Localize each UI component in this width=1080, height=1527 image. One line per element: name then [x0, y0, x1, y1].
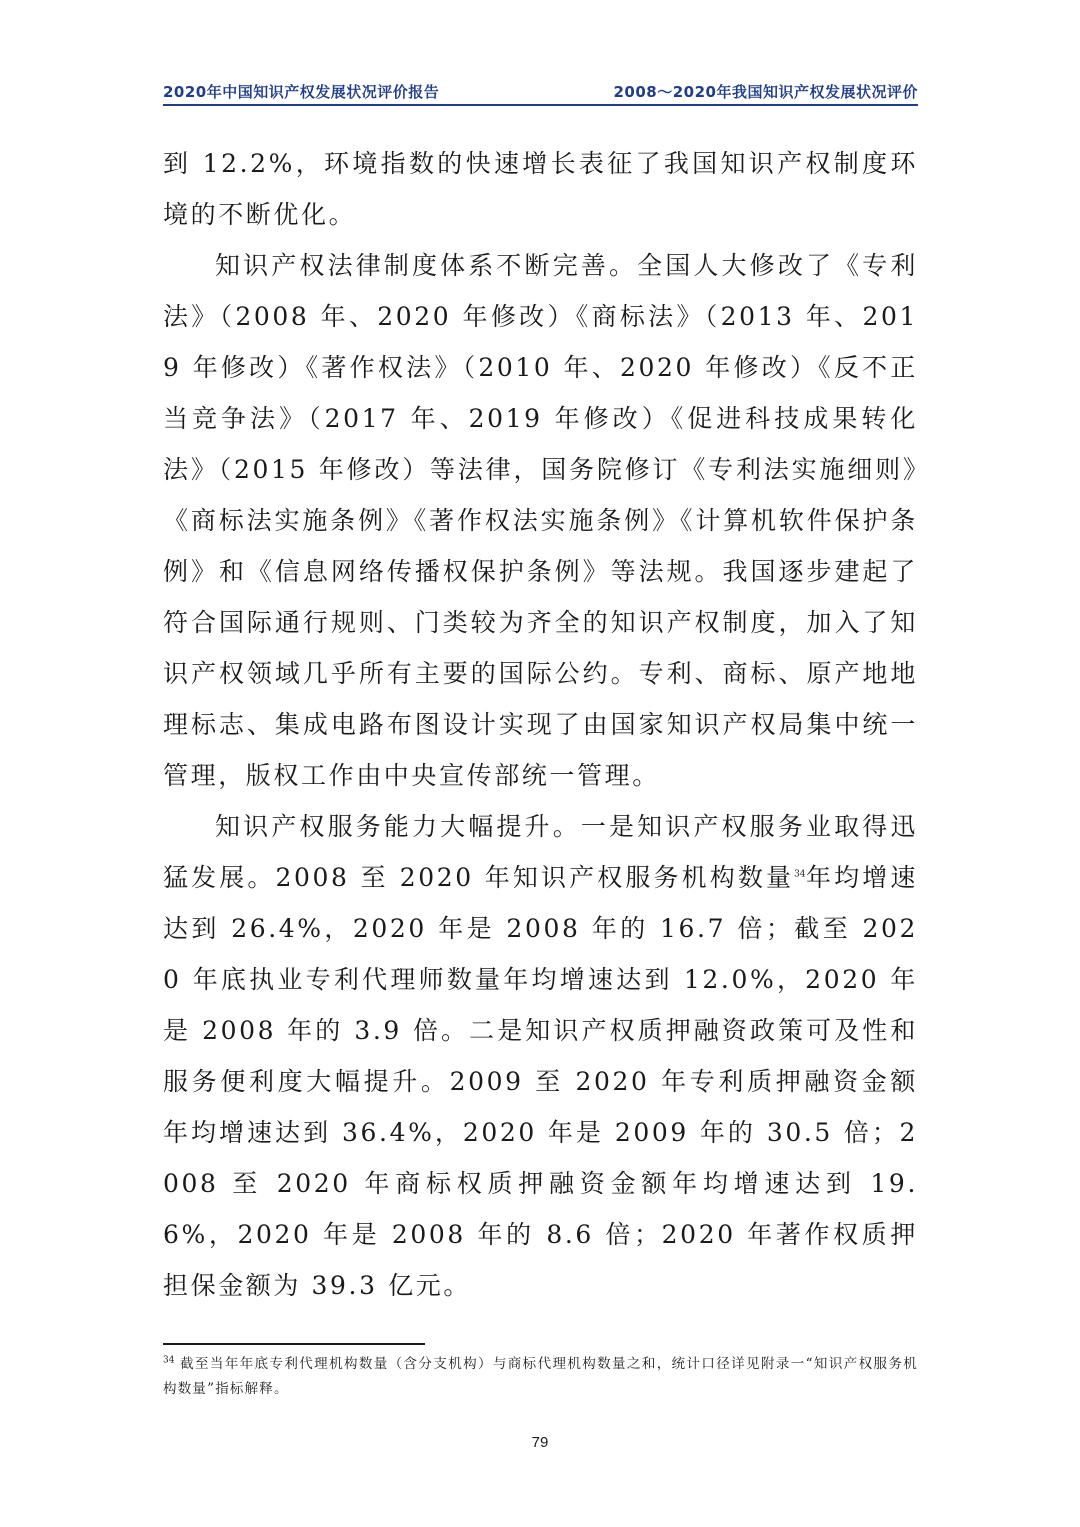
- paragraph-service-text-part2: 年均增速达到 26.4%，2020 年是 2008 年的 16.7 倍；截至 2020 年底执业专利代理师数量年均增速达到 12.0%，2020 年是 2008 年的 3.9 倍。二是知识产权质押融资政策可及性和服务便利度大幅提升。2009 至 2020 年专利质押融资金额年均增速达到 36.4%，2020 年是 2009 年的 30.5 倍；2008 至 2020 年商标权质押融资金额年均增速达到 19.6%，2020 年是 2008 年的 8.6 倍；2020 年著作权质押担保金额为 39.3 亿元。: [163, 863, 918, 1300]
- header-right-title: 2008～2020年我国知识产权发展状况评价: [613, 83, 918, 101]
- page-number: 79: [531, 1434, 549, 1451]
- footnote: [163, 1352, 918, 1402]
- paragraph-continuation: 到 12.2%，环境指数的快速增长表征了我国知识产权制度环境的不断优化。: [163, 149, 918, 229]
- page-body: [163, 138, 918, 1311]
- footnote-reference[interactable]: 34: [794, 869, 806, 880]
- paragraph-service-text-part1: 知识产权服务能力大幅提升。一是知识产权服务业取得迅猛发展。2008 至 2020 年知识产权服务机构数量: [163, 812, 918, 892]
- footnote-divider: [163, 1343, 425, 1345]
- paragraph-service-capacity: [163, 801, 918, 1311]
- footnote-text: 截至当年年底专利代理机构数量（含分支机构）与商标代理机构数量之和，统计口径详见附录一“知识产权服务机构数量”指标解释。: [163, 1356, 918, 1397]
- header-left-title: 2020年中国知识产权发展状况评价报告: [163, 83, 440, 101]
- running-header: [163, 70, 918, 102]
- header-divider: [163, 104, 918, 106]
- paragraph-legal-system: 知识产权法律制度体系不断完善。全国人大修改了《专利法》（2008 年、2020 年修改）《商标法》（2013 年、2019 年修改）《著作权法》（2010 年、2020 年修改）《反不正当竞争法》（2017 年、2019 年修改）《促进科技成果转化法》（2015 年修改）等法律，国务院修订《专利法实施细则》《商标法实施条例》《著作权法实施条例》《计算机软件保护条例》和《信息网络传播权保护条例》等法规。我国逐步建起了符合国际通行规则、门类较为齐全的知识产权制度，加入了知识产权领域几乎所有主要的国际公约。专利、商标、原产地地理标志、集成电路布图设计实现了由国家知识产权局集中统一管理，版权工作由中央宣传部统一管理。: [163, 251, 918, 790]
- footnote-number: 34: [163, 1355, 175, 1366]
